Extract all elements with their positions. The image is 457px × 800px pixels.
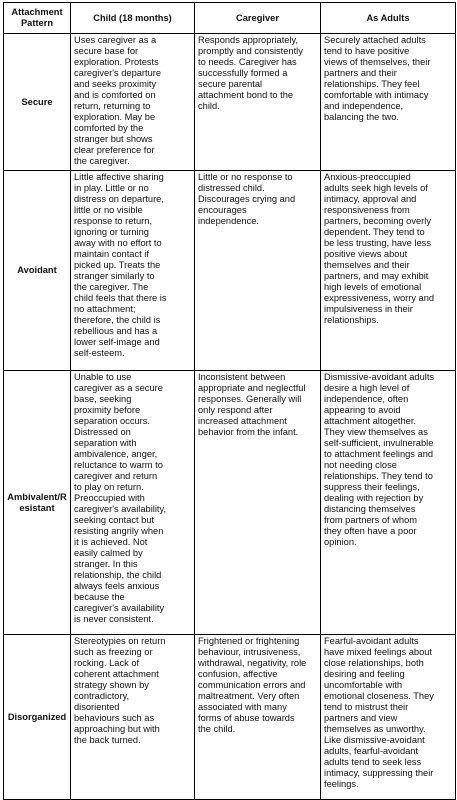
child-cell: Unable to use caregiver as a secure base, seeking proximity before separation occurs. Distressed on separation with ambivalence, anger, reluctance to warm to caregiver and return to play on return. Preoccupied with caregiver's availability, seeking contact but resisting angrily when it is achieved. Not easily calmed by stranger. In this relationship, the child always feels anxious because the caregiver's availability is never consistent. (71, 371, 195, 635)
adults-cell: Fearful-avoidant adults have mixed feelings about close relationships, both desiring and feeling uncomfortable with emotional closeness. They tend to mistrust their partners and view themselves as unworthy. Like dismissive-avoidant adults, fearful-avoidant adults tend to seek less intimacy, suppressing their feelings. (321, 635, 456, 800)
pattern-cell: Avoidant (4, 171, 71, 371)
child-cell: Little affective sharing in play. Little or no distress on departure, little or no visible response to return, ignoring or turning away with no effort to maintain contact if picked up. Treats the stranger similarly to the caregiver. The child feels that there is no attachment; therefore, the child is rebellious and has a lower self-image and self-esteem. (71, 171, 195, 371)
pattern-cell: Disorganized (4, 635, 71, 800)
caregiver-cell: Inconsistent between appropriate and neglectful responses. Generally will only respond after increased attachment behavior from the infant. (195, 371, 321, 635)
child-cell: Stereotypies on return such as freezing or rocking. Lack of coherent attachment strategy shown by contradictory, disoriented behaviours such as approaching but with the back turned. (71, 635, 195, 800)
adults-cell: Securely attached adults tend to have positive views of themselves, their partners and their relationships. They feel comfortable with intimacy and independence, balancing the two. (321, 34, 456, 171)
adults-cell: Anxious-preoccupied adults seek high levels of intimacy, approval and responsiveness from partners, becoming overly dependent. They tend to be less trusting, have less positive views about themselves and their partners, and may exhibit high levels of emotional expressiveness, worry and impulsiveness in their relationships. (321, 171, 456, 371)
caregiver-cell: Frightened or frightening behaviour, intrusiveness, withdrawal, negativity, role confusion, affective communication errors and maltreatment. Very often associated with many forms of abuse towards the child. (195, 635, 321, 800)
pattern-cell: Ambivalent/R esistant (4, 371, 71, 635)
caregiver-cell: Little or no response to distressed child. Discourages crying and encourages independence. (195, 171, 321, 371)
pattern-cell: Secure (4, 34, 71, 171)
table-row (4, 371, 456, 635)
header-row (4, 3, 456, 34)
header-caregiver: Caregiver (195, 3, 321, 34)
table-row (4, 171, 456, 371)
table-row (4, 635, 456, 800)
header-attachment-pattern: Attachment Pattern (4, 3, 71, 34)
table-row (4, 34, 456, 171)
attachment-styles-table (3, 2, 456, 800)
header-as-adults: As Adults (321, 3, 456, 34)
caregiver-cell: Responds appropriately, promptly and consistently to needs. Caregiver has successfully formed a secure parental attachment bond to the child. (195, 34, 321, 171)
adults-cell: Dismissive-avoidant adults desire a high level of independence, often appearing to avoid attachment altogether. They view themselves as self-sufficient, invulnerable to attachment feelings and not needing close relationships. They tend to suppress their feelings, dealing with rejection by distancing themselves from partners of whom they often have a poor opinion. (321, 371, 456, 635)
child-cell: Uses caregiver as a secure base for exploration. Protests caregiver's departure and seeks proximity and is comforted on return, returning to exploration. May be comforted by the stranger but shows clear preference for the caregiver. (71, 34, 195, 171)
header-child: Child (18 months) (71, 3, 195, 34)
